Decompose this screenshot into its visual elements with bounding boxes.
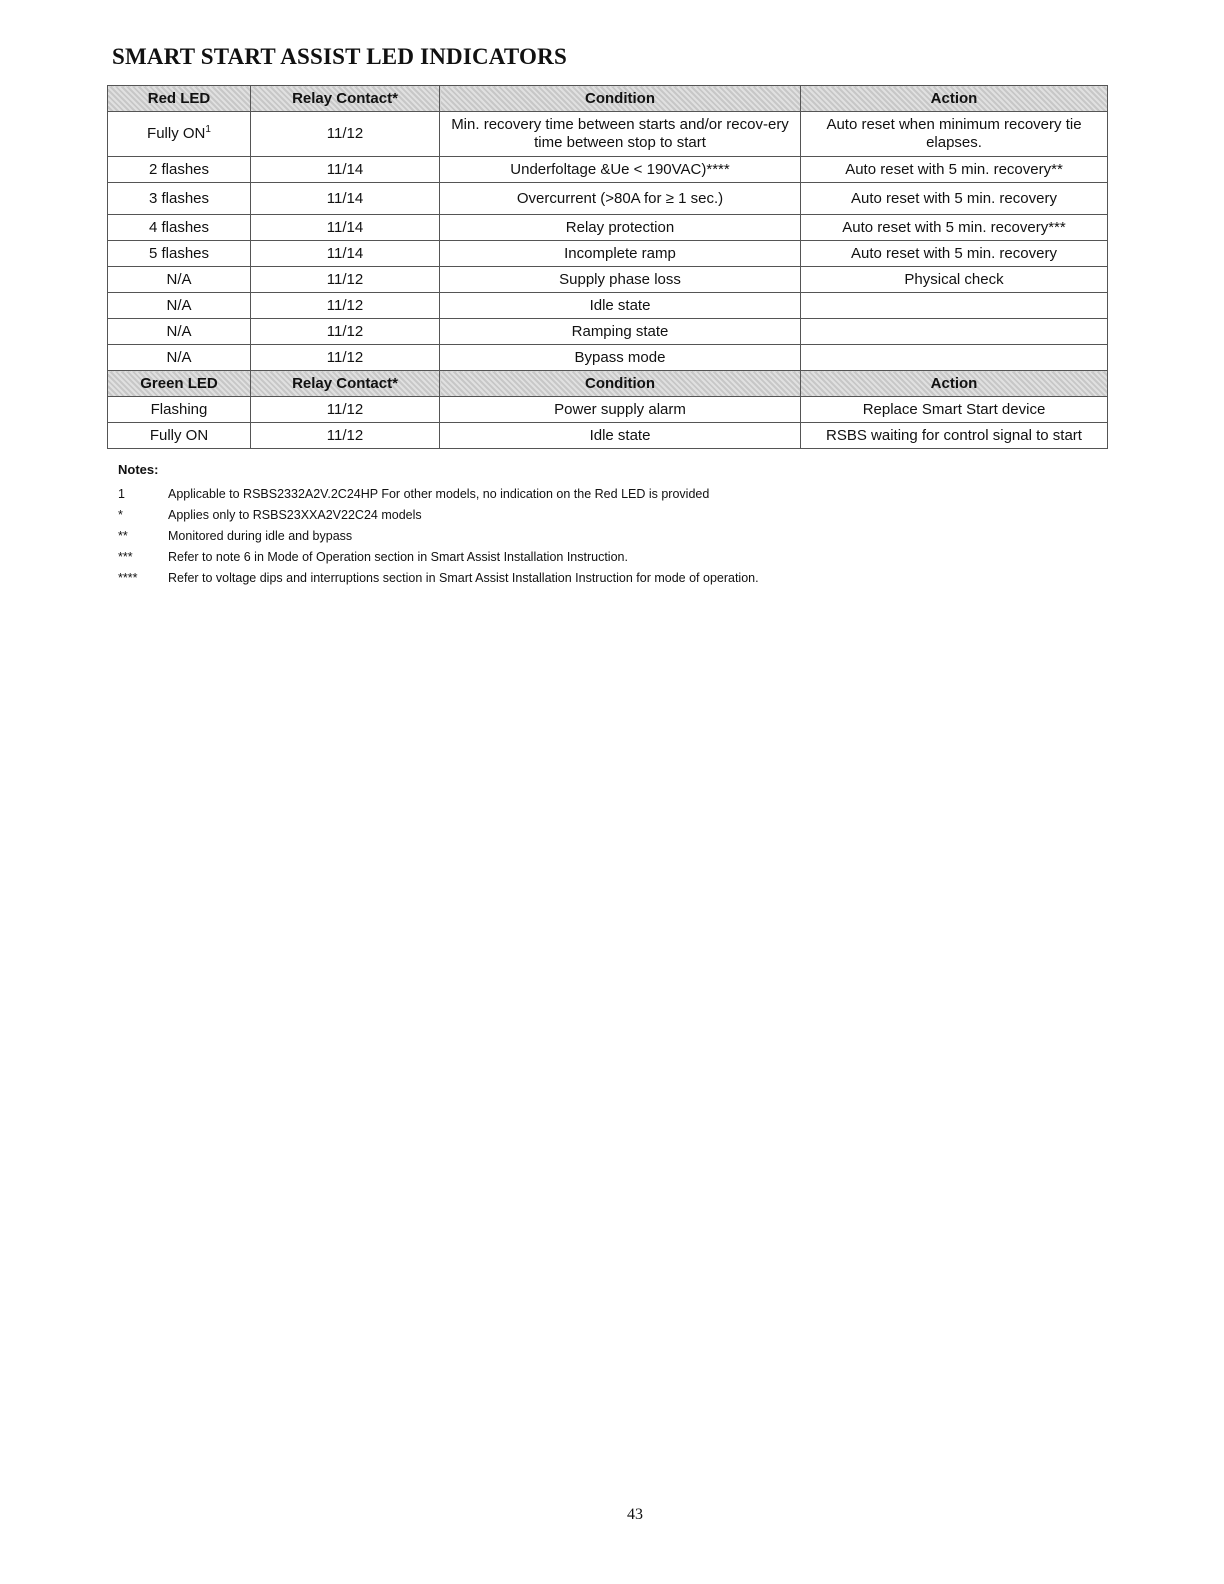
action-column-header: Action <box>801 371 1108 397</box>
table-row <box>108 241 1108 267</box>
condition-cell: Ramping state <box>440 319 801 345</box>
action-cell: Auto reset with 5 min. recovery <box>801 183 1108 215</box>
note-marker: ** <box>118 528 128 543</box>
table-row <box>108 267 1108 293</box>
action-cell <box>801 293 1108 319</box>
note-item <box>118 546 759 567</box>
note-marker: 1 <box>118 486 125 501</box>
note-item <box>118 525 759 546</box>
led-state-cell: 4 flashes <box>108 215 251 241</box>
note-item <box>118 504 759 525</box>
table-row <box>108 397 1108 423</box>
condition-cell: Bypass mode <box>440 345 801 371</box>
condition-cell: Incomplete ramp <box>440 241 801 267</box>
condition-cell: Supply phase loss <box>440 267 801 293</box>
green-led-header-row <box>108 371 1108 397</box>
action-cell: Auto reset with 5 min. recovery** <box>801 157 1108 183</box>
footnote-marker: 1 <box>205 124 211 135</box>
led-state-cell: N/A <box>108 293 251 319</box>
relay-contact-cell: 11/12 <box>251 345 440 371</box>
relay-contact-cell: 11/14 <box>251 215 440 241</box>
action-cell <box>801 345 1108 371</box>
note-item <box>118 483 759 504</box>
table-row <box>108 112 1108 157</box>
action-cell: Replace Smart Start device <box>801 397 1108 423</box>
table-row <box>108 157 1108 183</box>
condition-column-header: Condition <box>440 371 801 397</box>
relay-contact-cell: 11/12 <box>251 397 440 423</box>
action-column-header: Action <box>801 86 1108 112</box>
note-marker: *** <box>118 549 133 564</box>
condition-cell: Idle state <box>440 423 801 449</box>
condition-cell: Overcurrent (>80A for ≥ 1 sec.) <box>440 183 801 215</box>
relay-contact-cell: 11/14 <box>251 183 440 215</box>
relay-contact-cell: 11/12 <box>251 112 440 157</box>
notes-section <box>118 462 759 588</box>
note-text: Refer to voltage dips and interruptions section in Smart Assist Installation Instruction for mode of operation. <box>168 570 759 585</box>
relay-contact-column-header: Relay Contact* <box>251 371 440 397</box>
note-text: Refer to note 6 in Mode of Operation section in Smart Assist Installation Instruction. <box>168 549 628 564</box>
action-cell: Physical check <box>801 267 1108 293</box>
relay-contact-cell: 11/14 <box>251 157 440 183</box>
table-row <box>108 423 1108 449</box>
relay-contact-cell: 11/14 <box>251 241 440 267</box>
condition-cell: Relay protection <box>440 215 801 241</box>
page-title: SMART START ASSIST LED INDICATORS <box>112 44 567 69</box>
notes-heading: Notes: <box>118 462 159 477</box>
red-led-column-header: Red LED <box>108 86 251 112</box>
green-led-column-header: Green LED <box>108 371 251 397</box>
led-indicator-table <box>107 85 1108 449</box>
note-text: Applicable to RSBS2332A2V.2C24HP For other models, no indication on the Red LED is provided <box>168 486 710 501</box>
condition-cell: Idle state <box>440 293 801 319</box>
table-row <box>108 345 1108 371</box>
action-cell: Auto reset with 5 min. recovery*** <box>801 215 1108 241</box>
table-row <box>108 319 1108 345</box>
led-state-cell: 5 flashes <box>108 241 251 267</box>
note-marker: * <box>118 507 123 522</box>
led-state-cell: 3 flashes <box>108 183 251 215</box>
led-state-cell: N/A <box>108 267 251 293</box>
condition-cell: Underfoltage &Ue < 190VAC)**** <box>440 157 801 183</box>
led-state-cell: 2 flashes <box>108 157 251 183</box>
led-state-cell: N/A <box>108 319 251 345</box>
condition-cell: Power supply alarm <box>440 397 801 423</box>
relay-contact-cell: 11/12 <box>251 293 440 319</box>
relay-contact-cell: 11/12 <box>251 319 440 345</box>
relay-contact-cell: 11/12 <box>251 423 440 449</box>
condition-column-header: Condition <box>440 86 801 112</box>
note-item <box>118 567 759 588</box>
table-row <box>108 215 1108 241</box>
led-state-cell: N/A <box>108 345 251 371</box>
condition-cell: Min. recovery time between starts and/or recov-ery time between stop to start <box>440 112 801 157</box>
relay-contact-cell: 11/12 <box>251 267 440 293</box>
led-state-cell: Fully ON <box>108 423 251 449</box>
note-text: Monitored during idle and bypass <box>168 528 353 543</box>
page-number: 43 <box>627 1506 643 1523</box>
led-state-cell: Fully $ON^1$ <box>108 112 251 157</box>
note-marker: **** <box>118 570 138 585</box>
table-row <box>108 183 1108 215</box>
led-state-cell: Flashing <box>108 397 251 423</box>
note-text: Applies only to RSBS23XXA2V22C24 models <box>168 507 422 522</box>
table-row <box>108 293 1108 319</box>
action-cell <box>801 319 1108 345</box>
action-cell: Auto reset with 5 min. recovery <box>801 241 1108 267</box>
red-led-header-row <box>108 86 1108 112</box>
relay-contact-column-header: Relay Contact* <box>251 86 440 112</box>
action-cell: RSBS waiting for control signal to start <box>801 423 1108 449</box>
action-cell: Auto reset when minimum recovery tie elapses. <box>801 112 1108 157</box>
